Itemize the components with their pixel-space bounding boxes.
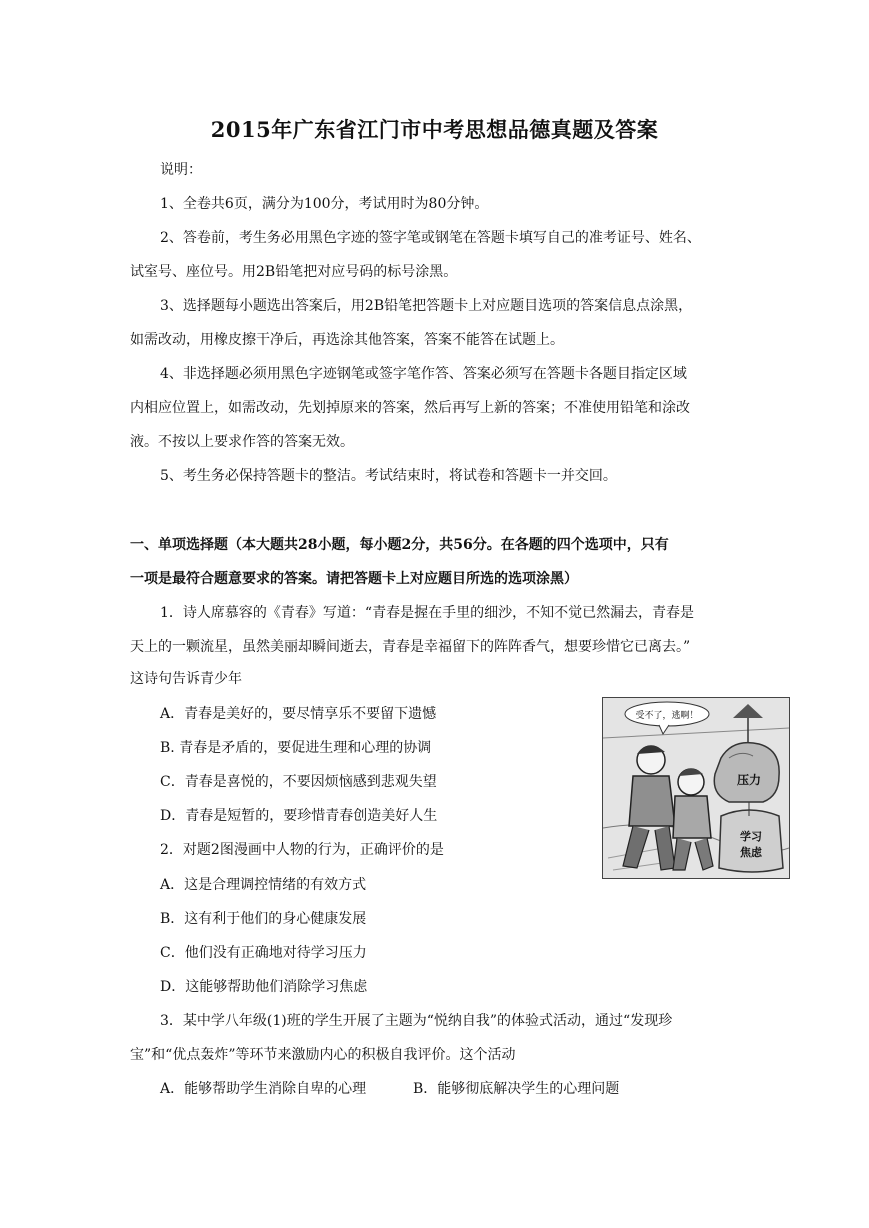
question-stem: 1．诗人席慕容的《青春》写道：“青春是握在手里的细沙，不知不觉已然漏去，青春是 [160, 605, 695, 621]
instruction-line: 2、答卷前，考生务必用黑色字迹的签字笔或钢笔在答题卡填写自己的准考证号、姓名、 [160, 230, 701, 246]
instruction-line: 3、选择题每小题选出答案后，用2B铅笔把答题卡上对应题目选项的答案信息点涂黑， [160, 298, 693, 314]
question-stem: 宝”和“优点轰炸”等环节来激励内心的积极自我评价。这个活动 [130, 1047, 516, 1063]
option-a: A．青春是美好的，要尽情享乐不要留下遗憾 [160, 706, 437, 722]
page-title: 2015年广东省江门市中考思想品德真题及答案 [210, 117, 659, 142]
instruction-line: 1、全卷共6页，满分为100分，考试用时为80分钟。 [160, 196, 489, 212]
instruction-line: 液。不按以上要求作答的答案无效。 [130, 434, 354, 450]
cartoon-speech: 受不了，逃啊！ [635, 711, 699, 721]
option-c: C．青春是喜悦的，不要因烦恼感到悲观失望 [160, 774, 437, 790]
cartoon-drawing [603, 698, 789, 878]
option-b: B．这有利于他们的身心健康发展 [160, 911, 367, 927]
instruction-line: 4、非选择题必须用黑色字迹钢笔或签字笔作答、答案必须写在答题卡各题目指定区域 [160, 366, 687, 382]
cartoon-label-anxiety-1: 学习 [740, 830, 762, 843]
option-d: D．这能够帮助他们消除学习焦虑 [160, 979, 368, 995]
question-stem: 天上的一颗流星，虽然美丽却瞬间逝去，青春是幸福留下的阵阵香气，想要珍惜它已离去。” [130, 639, 691, 655]
instruction-line: 如需改动，用橡皮擦干净后，再选涂其他答案，答案不能答在试题上。 [130, 332, 564, 348]
instruction-line: 内相应位置上，如需改动，先划掉原来的答案，然后再写上新的答案；不准使用铅笔和涂改 [130, 400, 690, 416]
section-heading: 一项是最符合题意要求的答案。请把答题卡上对应题目所选的选项涂黑） [130, 571, 578, 587]
option-a: A．这是合理调控情绪的有效方式 [160, 877, 367, 893]
option-d: D．青春是短暂的，要珍惜青春创造美好人生 [160, 808, 438, 824]
question-stem: 2．对题2图漫画中人物的行为，正确评价的是 [160, 842, 444, 858]
instruction-line: 试室号、座位号。用2B铅笔把对应号码的标号涂黑。 [130, 264, 458, 280]
instructions-heading: 说明： [160, 162, 202, 178]
instruction-line: 5、考生务必保持答题卡的整洁。考试结束时，将试卷和答题卡一并交回。 [160, 468, 617, 484]
cartoon-label-anxiety-2: 焦虑 [740, 846, 762, 859]
option-a: A．能够帮助学生消除自卑的心理 [160, 1081, 367, 1097]
option-b: B. 青春是矛盾的，要促进生理和心理的协调 [160, 740, 432, 756]
option-c: C．他们没有正确地对待学习压力 [160, 945, 367, 961]
cartoon-label-pressure: 压力 [736, 773, 762, 787]
option-b: B．能够彻底解决学生的心理问题 [413, 1081, 620, 1097]
question-stem: 3．某中学八年级(1)班的学生开展了主题为“悦纳自我”的体验式活动，通过“发现珍 [160, 1013, 673, 1029]
question-stem: 这诗句告诉青少年 [130, 671, 242, 687]
cartoon-illustration [602, 697, 790, 879]
section-heading: 一、单项选择题（本大题共28小题，每小题2分，共56分。在各题的四个选项中，只有 [130, 537, 669, 553]
